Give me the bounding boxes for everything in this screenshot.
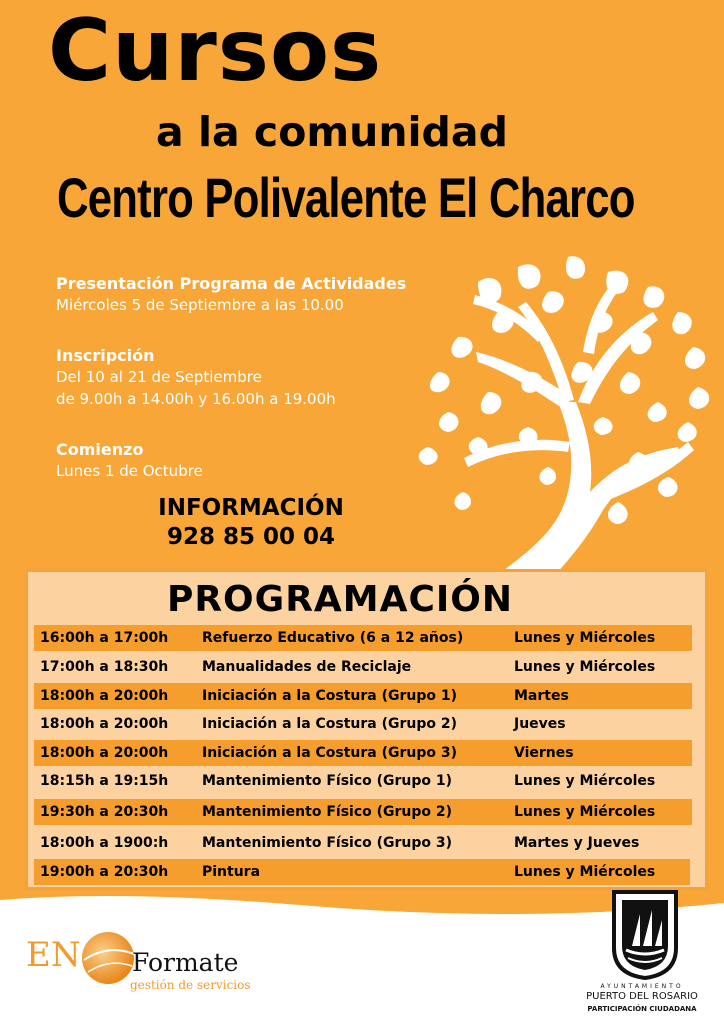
row-time: 16:00h a 17:00h [40,630,169,646]
inscripcion-heading: Inscripción [56,346,155,365]
row-days: Martes y Jueves [514,835,640,851]
row-days: Jueves [514,716,566,732]
schedule-row [34,654,692,680]
informacion-block [142,494,360,552]
inscripcion-line2: de 9.00h a 14.00h y 16.00h a 19.00h [56,390,336,408]
row-course: Iniciación a la Costura (Grupo 2) [202,716,458,732]
enformate-tagline: gestión de servicios [130,978,251,992]
row-days: Lunes y Miércoles [514,864,656,880]
row-course: Manualidades de Reciclaje [202,659,412,675]
schedule-row [34,799,692,825]
programacion-title: PROGRAMACIÓN [166,579,514,620]
inscripcion-block [56,346,336,410]
row-time: 18:00h a 20:00h [40,688,169,704]
row-course: Mantenimiento Físico (Grupo 1) [202,773,453,789]
poster-subtitle: a la comunidad [156,108,508,156]
row-course: Mantenimiento Físico (Grupo 3) [202,835,453,851]
venue-title: Centro Polivalente El Charco [57,166,635,229]
inscripcion-line1: Del 10 al 21 de Septiembre [56,368,262,386]
schedule-row [34,683,692,709]
row-days: Viernes [514,745,574,761]
row-time: 18:15h a 19:15h [40,773,169,789]
row-days: Martes [514,688,569,704]
schedule-row [34,625,692,651]
comienzo-block [56,440,203,482]
row-time: 17:00h a 18:30h [40,659,169,675]
schedule-row [34,830,692,856]
schedule-row [34,711,692,737]
enformate-en: EN [26,935,81,975]
schedule-row [34,740,692,766]
row-course: Pintura [202,864,261,880]
schedule-row [34,768,692,794]
row-time: 18:00h a 20:00h [40,716,169,732]
row-days: Lunes y Miércoles [514,630,656,646]
department-name: PARTICIPACIÓN CIUDADANA [587,1005,697,1013]
presentacion-block [56,274,406,316]
row-course: Refuerzo Educativo (6 a 12 años) [202,630,464,646]
row-time: 18:00h a 1900:h [40,835,169,851]
informacion-phone: 928 85 00 04 [166,524,336,550]
poster-title: Cursos [48,1,383,101]
comienzo-heading: Comienzo [56,440,144,459]
row-time: 18:00h a 20:00h [40,745,169,761]
row-course: Mantenimiento Físico (Grupo 2) [202,804,453,820]
tree-illustration [418,252,724,582]
comienzo-text: Lunes 1 de Octubre [56,462,203,480]
presentacion-text: Miércoles 5 de Septiembre a las 10.00 [56,296,344,314]
enformate-name: Formate [132,948,239,977]
ayuntamiento-label: AYUNTAMIENTO [600,983,684,990]
enformate-logo [22,924,262,1004]
row-days: Lunes y Miércoles [514,804,656,820]
ayuntamiento-logo [582,888,702,1018]
row-time: 19:00h a 20:30h [40,864,169,880]
municipality-name: PUERTO DEL ROSARIO [586,991,698,1002]
row-course: Iniciación a la Costura (Grupo 3) [202,745,458,761]
row-days: Lunes y Miércoles [514,773,656,789]
row-time: 19:30h a 20:30h [40,804,169,820]
schedule-row [34,859,690,885]
row-days: Lunes y Miércoles [514,659,656,675]
row-course: Iniciación a la Costura (Grupo 1) [202,688,458,704]
presentacion-heading: Presentación Programa de Actividades [56,274,407,293]
informacion-label: INFORMACIÓN [158,495,344,521]
puerto-del-rosario-shield-icon [610,888,680,980]
